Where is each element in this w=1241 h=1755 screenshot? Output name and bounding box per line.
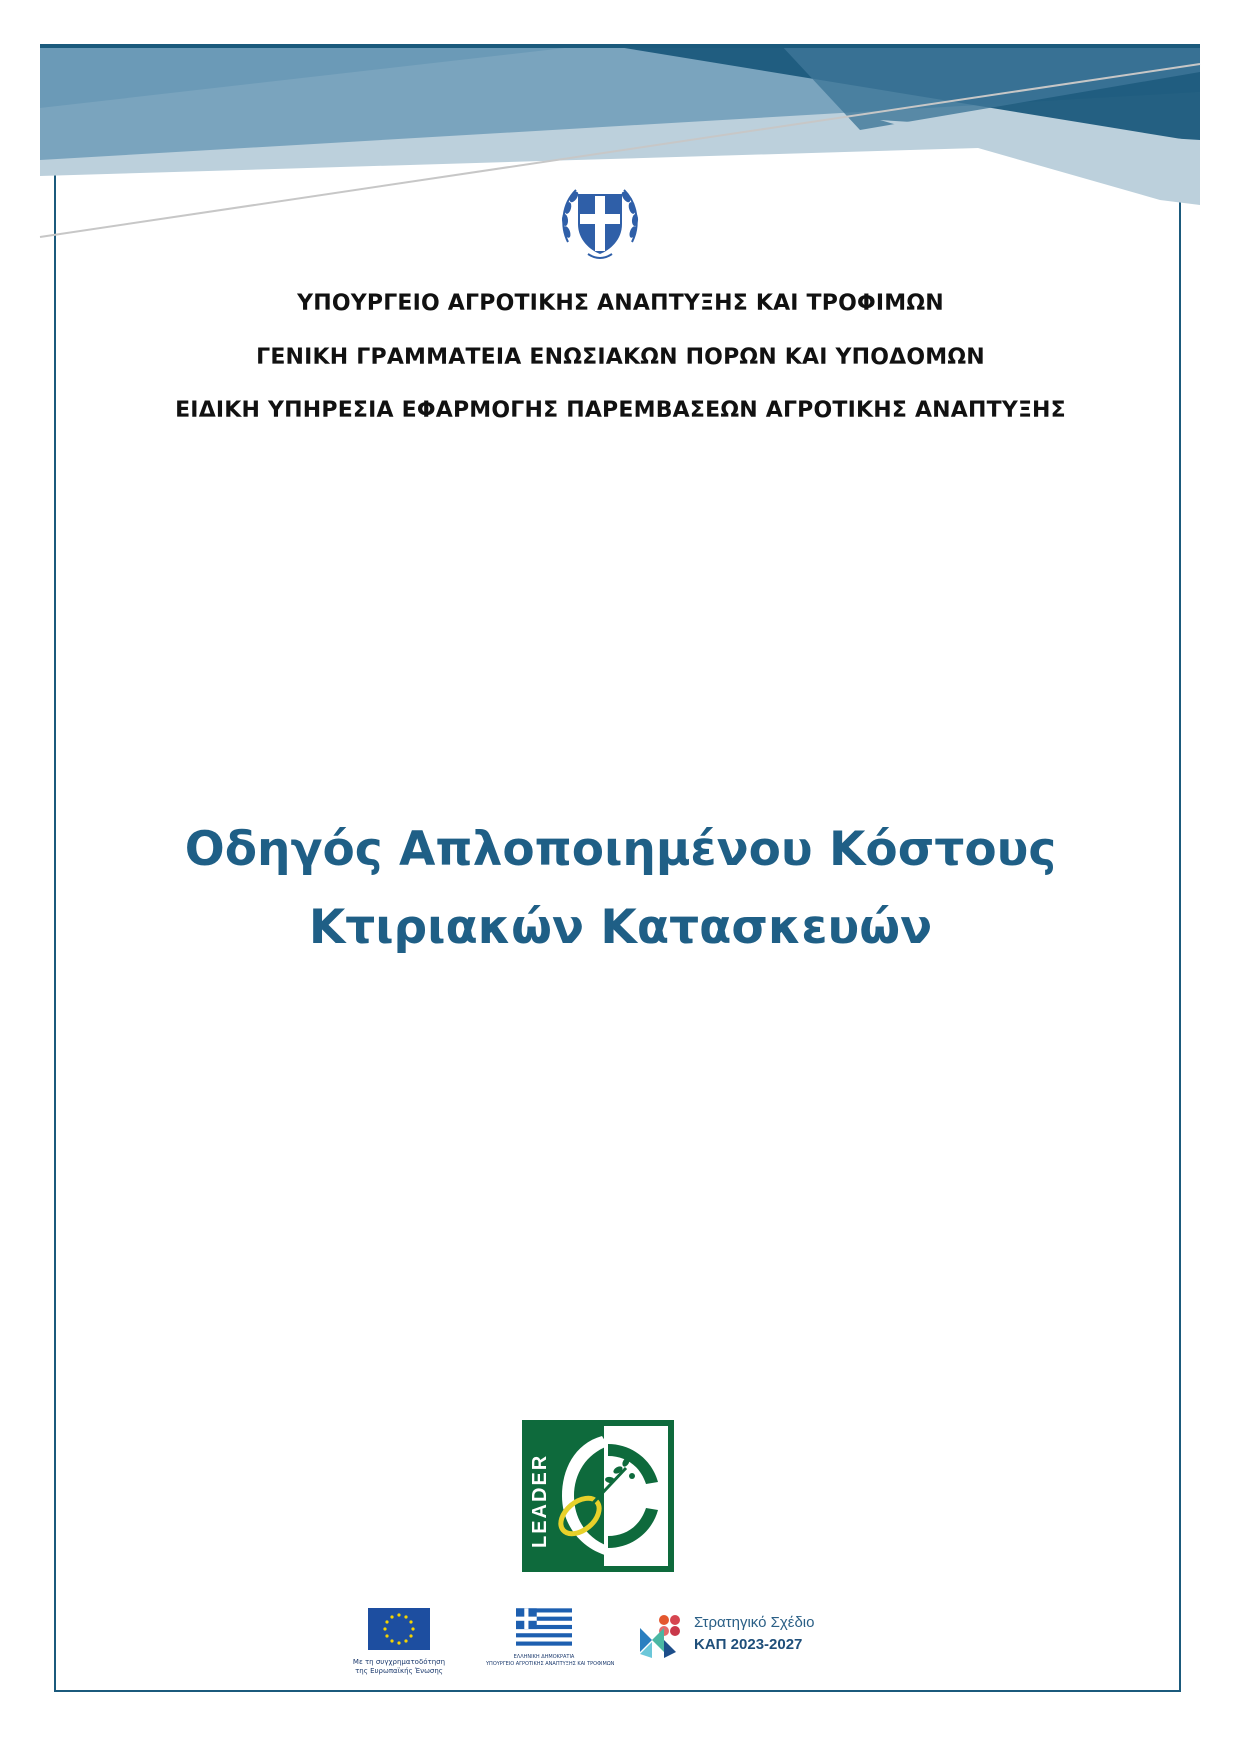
leader-logo-text: LEADER [529,1453,551,1548]
eu-flag-icon [368,1608,430,1650]
gr-caption-line-1: ΕΛΛΗΝΙΚΗ ΔΗΜΟΚΡΑΤΙΑ [513,1654,575,1660]
service-name: ΕΙΔΙΚΗ ΥΠΗΡΕΣΙΑ ΕΦΑΡΜΟΓΗΣ ΠΑΡΕΜΒΑΣΕΩΝ ΑΓΡΟΤΙΚΗΣ ΑΝΑΠΤΥΞΗΣ [175,398,1066,423]
cap-strategic-plan-logo [638,1612,834,1664]
cap-strategic-plan-icon [638,1614,684,1660]
cap-line-2: ΚΑΠ 2023-2027 [694,1636,803,1653]
greek-ministry-logo [486,1608,615,1680]
ministry-name: ΥΠΟΥΡΓΕΙΟ ΑΓΡΟΤΙΚΗΣ ΑΝΑΠΤΥΞΗΣ ΚΑΙ ΤΡΟΦΙΜΩΝ [297,291,944,316]
document-title-line-1: Οδηγός Απλοποιημένου Κόστους [184,822,1057,877]
document-title-line-2: Κτιριακών Κατασκευών [308,900,933,955]
eu-caption-line-2: της Ευρωπαϊκής Ένωσης [355,1667,443,1675]
secretariat-name: ΓΕΝΙΚΗ ΓΡΑΜΜΑΤΕΙΑ ΕΝΩΣΙΑΚΩΝ ΠΟΡΩΝ ΚΑΙ ΥΠΟΔΟΜΩΝ [256,345,985,370]
greek-coat-of-arms-icon [558,180,642,264]
eu-caption-line-1: Με τη συγχρηματοδότηση [352,1658,446,1666]
leader-logo-icon [522,1420,674,1572]
greek-flag-icon [516,1608,572,1646]
gr-caption-line-2: ΥΠΟΥΡΓΕΙΟ ΑΓΡΟΤΙΚΗΣ ΑΝΑΠΤΥΞΗΣ ΚΑΙ ΤΡΟΦΙΜΩΝ [486,1661,615,1667]
cap-line-1: Στρατηγικό Σχέδιο [694,1614,815,1631]
eu-funding-logo [348,1608,450,1682]
